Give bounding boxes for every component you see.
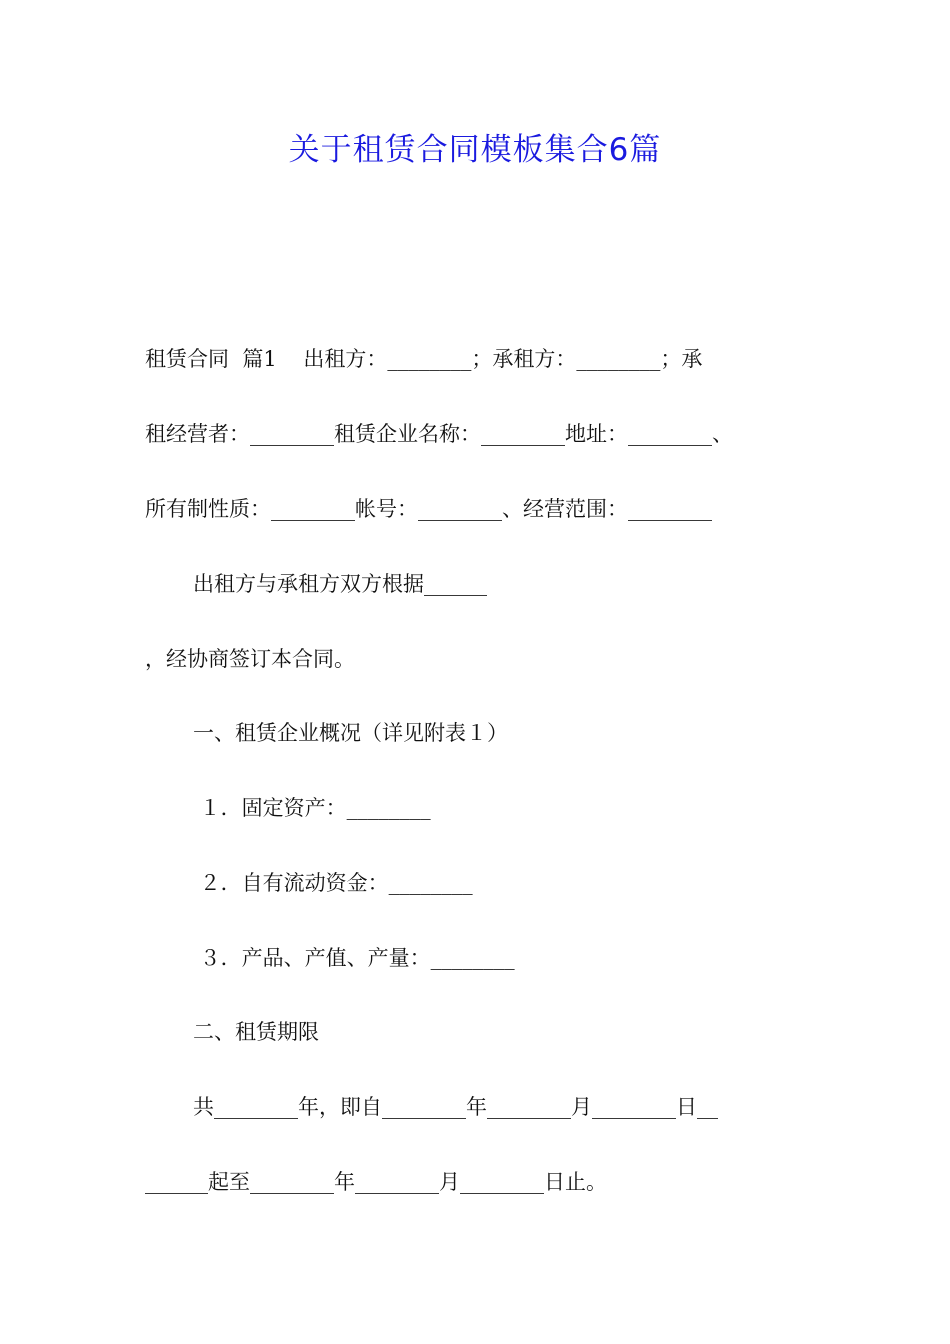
list-item: １．固定资产：________ (193, 796, 431, 820)
list-item: ３．产品、产值、产量：________ (193, 946, 515, 970)
paragraph-line: 共________年，即自________年________月________日__ (193, 1095, 718, 1119)
paragraph-line: 出租方与承租方双方根据______ (193, 572, 487, 596)
section-heading: 一、租赁企业概况（详见附表１） (193, 721, 508, 745)
document-title: 关于租赁合同模板集合6篇 (288, 132, 662, 168)
list-item: ２．自有流动资金：________ (193, 871, 473, 895)
body-line: 租经营者：________租赁企业名称：________地址：________、 (145, 422, 733, 446)
body-line: ，经协商签订本合同。 (145, 647, 355, 671)
contract-heading-line: 租赁合同 篇1 出租方：________；承租方：________；承 (145, 347, 703, 371)
body-line: ______起至________年________月________日止。 (145, 1170, 607, 1194)
section-heading: 二、租赁期限 (193, 1020, 319, 1044)
body-line: 所有制性质：________帐号：________、经营范围：________ (145, 497, 712, 521)
